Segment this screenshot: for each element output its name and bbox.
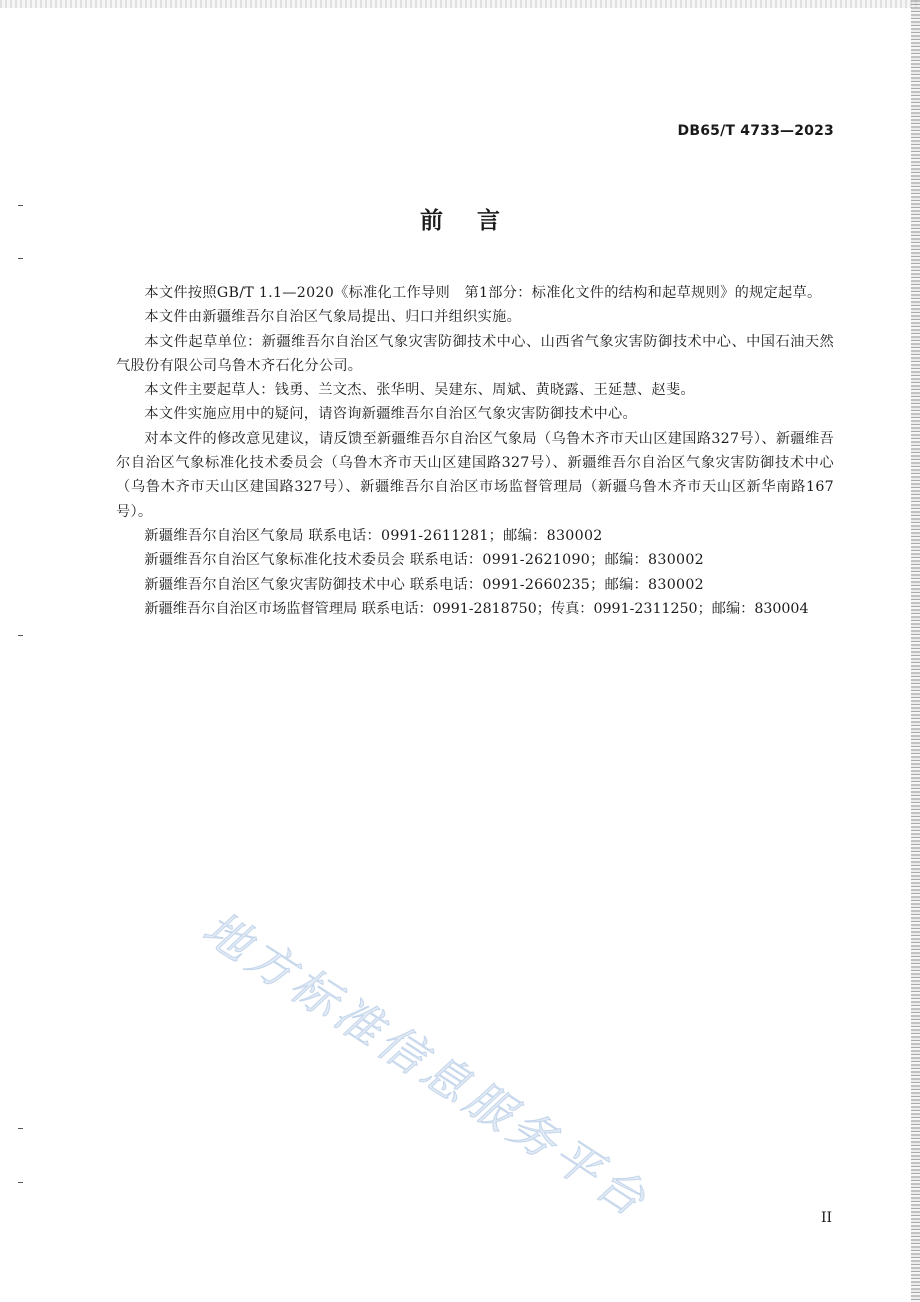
watermark: 地方标准信息服务平台 bbox=[193, 900, 660, 1230]
margin-mark bbox=[18, 635, 23, 636]
page-number: II bbox=[820, 1210, 832, 1226]
scan-edge-top bbox=[0, 0, 920, 8]
paragraph-drafters: 本文件主要起草人：钱勇、兰文杰、张华明、吴建东、周斌、黄晓露、王延慧、赵斐。 bbox=[144, 382, 695, 399]
margin-mark bbox=[18, 1128, 23, 1129]
scan-edge-right bbox=[911, 0, 920, 1302]
paragraph-feedback: 对本文件的修改意见建议，请反馈至新疆维吾尔自治区气象局（乌鲁木齐市天山区建国路327号）、新疆维吾尔自治区气象标准化技术委员会（乌鲁木齐市天山区建国路327号）、新疆维吾尔自治区气象灾害防御技术中心（乌鲁木齐市天山区建国路327号）、新疆维吾尔自治区市场监督管理局（新疆乌鲁木齐市天山区新华南路167号）。 bbox=[116, 430, 834, 520]
margin-mark bbox=[18, 258, 23, 259]
document-code: DB65/T 4733—2023 bbox=[677, 123, 834, 139]
paragraph-inquiry: 本文件实施应用中的疑问，请咨询新疆维吾尔自治区气象灾害防御技术中心。 bbox=[144, 406, 637, 423]
page-title: 前言 bbox=[420, 208, 534, 234]
foreword-body bbox=[116, 281, 834, 621]
paragraph-proposer: 本文件由新疆维吾尔自治区气象局提出、归口并组织实施。 bbox=[144, 309, 522, 326]
paragraph-drafting-rule: 本文件按照GB/T 1.1—2020《标准化工作导则 第1部分：标准化文件的结构和起草规则》的规定起草。 bbox=[144, 285, 822, 301]
margin-mark bbox=[18, 1182, 23, 1183]
contact-line: 新疆维吾尔自治区气象局 联系电话：0991-2611281；邮编：830002 bbox=[144, 527, 603, 544]
contact-line: 新疆维吾尔自治区气象标准化技术委员会 联系电话：0991-2621090；邮编：830002 bbox=[144, 552, 705, 569]
contact-line: 新疆维吾尔自治区市场监督管理局 联系电话：0991-2818750；传真：0991-2311250；邮编：830004 bbox=[144, 600, 809, 617]
contact-line: 新疆维吾尔自治区气象灾害防御技术中心 联系电话：0991-2660235；邮编：830002 bbox=[144, 576, 705, 593]
paragraph-drafting-units: 本文件起草单位：新疆维吾尔自治区气象灾害防御技术中心、山西省气象灾害防御技术中心、中国石油天然气股份有限公司乌鲁木齐石化分公司。 bbox=[116, 333, 834, 374]
